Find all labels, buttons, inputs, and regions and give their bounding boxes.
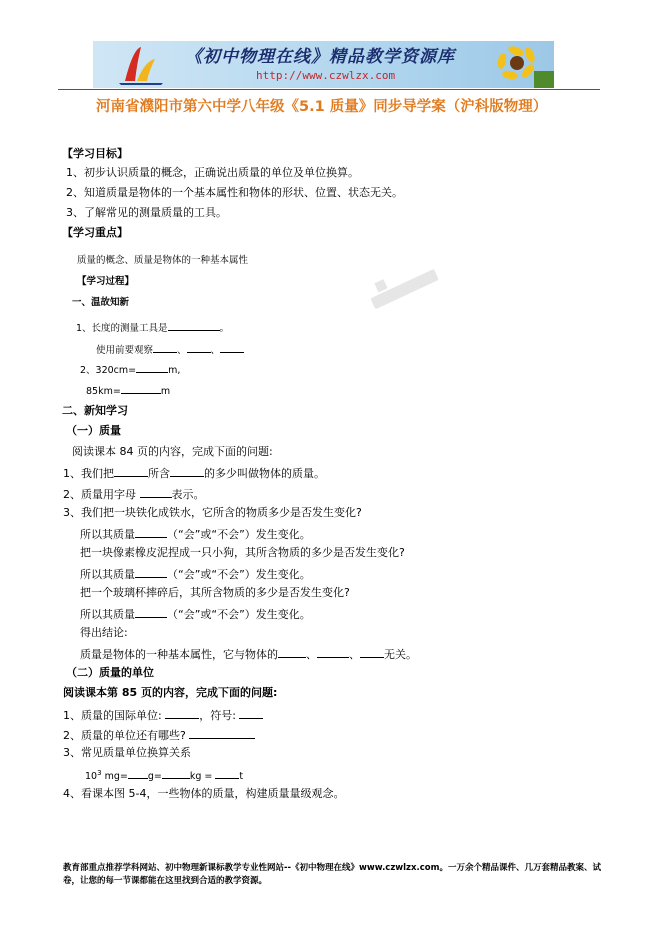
l8b: （“会”或“不会”）发生变化。: [167, 608, 311, 621]
question-line: [63, 707, 263, 723]
question-line: 把一块像素橡皮泥捏成一只小狗，其所含物质的多少是否发生变化?: [80, 546, 405, 559]
answer-blank[interactable]: [317, 646, 349, 658]
separator: 、: [210, 345, 221, 356]
q1-end: 。: [219, 323, 230, 334]
l6a: 所以其质量: [80, 568, 135, 581]
q2a-unit: m,: [168, 365, 181, 376]
answer-blank[interactable]: [239, 707, 263, 719]
conversion-line: [85, 767, 243, 783]
question-line: [80, 526, 311, 542]
header-divider: [58, 89, 600, 90]
answer-blank[interactable]: [168, 319, 220, 331]
focus-text: 质量的概念、质量是物体的一种基本属性: [77, 255, 249, 266]
question-line: 3、常见质量单位换算关系: [63, 746, 191, 759]
answer-blank[interactable]: [135, 566, 167, 578]
u3b-b: mg=: [101, 771, 128, 783]
answer-blank[interactable]: [153, 341, 177, 353]
answer-blank[interactable]: [136, 361, 168, 373]
separator: 、: [306, 648, 317, 661]
question-line: 4、看课本图 5-4，一些物体的质量，构建质量量级观念。: [63, 787, 345, 800]
site-logo-icon: [111, 41, 171, 88]
section-units: （二）质量的单位: [66, 666, 154, 679]
goal-item: 2、知道质量是物体的一个基本属性和物体的形状、位置、状态无关。: [66, 186, 403, 199]
goal-item: 1、初步认识质量的概念，正确说出质量的单位及单位换算。: [66, 166, 359, 179]
u3b-e: t: [239, 771, 244, 783]
read-instruction: 阅读课本 84 页的内容，完成下面的问题:: [72, 445, 273, 458]
l1c: 的多少叫做物体的质量。: [204, 467, 325, 480]
l4b: （“会”或“不会”）发生变化。: [167, 528, 311, 541]
page-footer: 教育部重点推荐学科网站、初中物理新课标教学专业性网站--《初中物理在线》www.czwlzx.com。一万余个精品课件、几万套精品教案、试卷，让您的每一节课都能在这里找到合适的教学资源。: [63, 863, 601, 886]
section-mass: （一）质量: [66, 424, 121, 437]
answer-blank[interactable]: [278, 646, 306, 658]
page-title: 河南省濮阳市第六中学八年级《5.1 质量》同步导学案（沪科版物理）: [96, 99, 548, 115]
q1b-text: 使用前要观察: [96, 345, 154, 356]
u1a: 1、质量的国际单位:: [63, 709, 162, 722]
answer-blank[interactable]: [170, 465, 204, 477]
banner-title: 《初中物理在线》精品教学资源库: [185, 47, 455, 67]
l2a: 2、质量用字母: [63, 488, 136, 501]
conclusion-line: [80, 646, 417, 662]
l1b: 所含: [148, 467, 170, 480]
banner-url: http://www.czwlzx.com: [256, 69, 396, 82]
l4a: 所以其质量: [80, 528, 135, 541]
q1-text: 1、长度的测量工具是: [76, 323, 168, 334]
answer-blank[interactable]: [135, 526, 167, 538]
question-line: [63, 486, 205, 502]
answer-blank[interactable]: [187, 341, 211, 353]
goal-item: 3、了解常见的测量质量的工具。: [66, 206, 227, 219]
answer-blank[interactable]: [114, 465, 148, 477]
answer-blank[interactable]: [215, 767, 239, 779]
separator: 、: [177, 345, 187, 356]
question-line: 3、我们把一块铁化成铁水，它所含的物质多少是否发生变化?: [63, 506, 362, 519]
sunflower-icon: [464, 41, 554, 88]
answer-blank[interactable]: [128, 767, 148, 779]
separator: 、: [349, 648, 360, 661]
focus-heading: 【学习重点】: [62, 226, 128, 239]
answer-blank[interactable]: [135, 606, 167, 618]
header-banner: [93, 41, 554, 88]
new-heading: 二、新知学习: [62, 404, 128, 417]
process-heading: 【学习过程】: [77, 276, 135, 287]
review-q2a: [80, 361, 180, 377]
answer-blank[interactable]: [220, 341, 244, 353]
answer-blank[interactable]: [121, 382, 161, 394]
review-q1b: [96, 341, 244, 357]
u2: 2、质量的单位还有哪些?: [63, 729, 186, 742]
watermark-logo-icon: [360, 265, 450, 315]
answer-blank[interactable]: [189, 727, 255, 739]
question-line: [80, 606, 311, 622]
q2b-text: 85km=: [86, 386, 121, 397]
l10a: 质量是物体的一种基本属性，它与物体的: [80, 648, 278, 661]
review-q2b: [86, 382, 170, 398]
review-q1: [76, 319, 229, 335]
u1b: ，符号:: [199, 709, 236, 722]
question-line: [63, 465, 325, 481]
goals-heading: 【学习目标】: [62, 147, 128, 160]
answer-blank[interactable]: [162, 767, 190, 779]
l2b: 表示。: [171, 488, 205, 501]
l1a: 1、我们把: [63, 467, 114, 480]
u3b-sup: 3: [97, 769, 102, 777]
answer-blank[interactable]: [360, 646, 384, 658]
review-heading: 一、温故知新: [72, 297, 130, 308]
l6b: （“会”或“不会”）发生变化。: [167, 568, 311, 581]
u3b-a: 10: [85, 771, 98, 783]
q2b-unit: m: [160, 386, 171, 397]
question-line: [80, 566, 311, 582]
l8a: 所以其质量: [80, 608, 135, 621]
q2a-text: 2、320cm=: [80, 365, 137, 376]
answer-blank[interactable]: [140, 486, 172, 498]
read-instruction: 阅读课本第 85 页的内容，完成下面的问题:: [63, 686, 278, 699]
question-line: 把一个玻璃杯摔碎后，其所含物质的多少是否发生变化?: [80, 586, 350, 599]
conclusion-label: 得出结论:: [80, 626, 128, 639]
u3b-d: kg =: [189, 771, 213, 783]
answer-blank[interactable]: [165, 707, 199, 719]
u3b-c: g=: [147, 771, 162, 783]
question-line: [63, 727, 255, 743]
l10b: 无关。: [384, 648, 417, 661]
